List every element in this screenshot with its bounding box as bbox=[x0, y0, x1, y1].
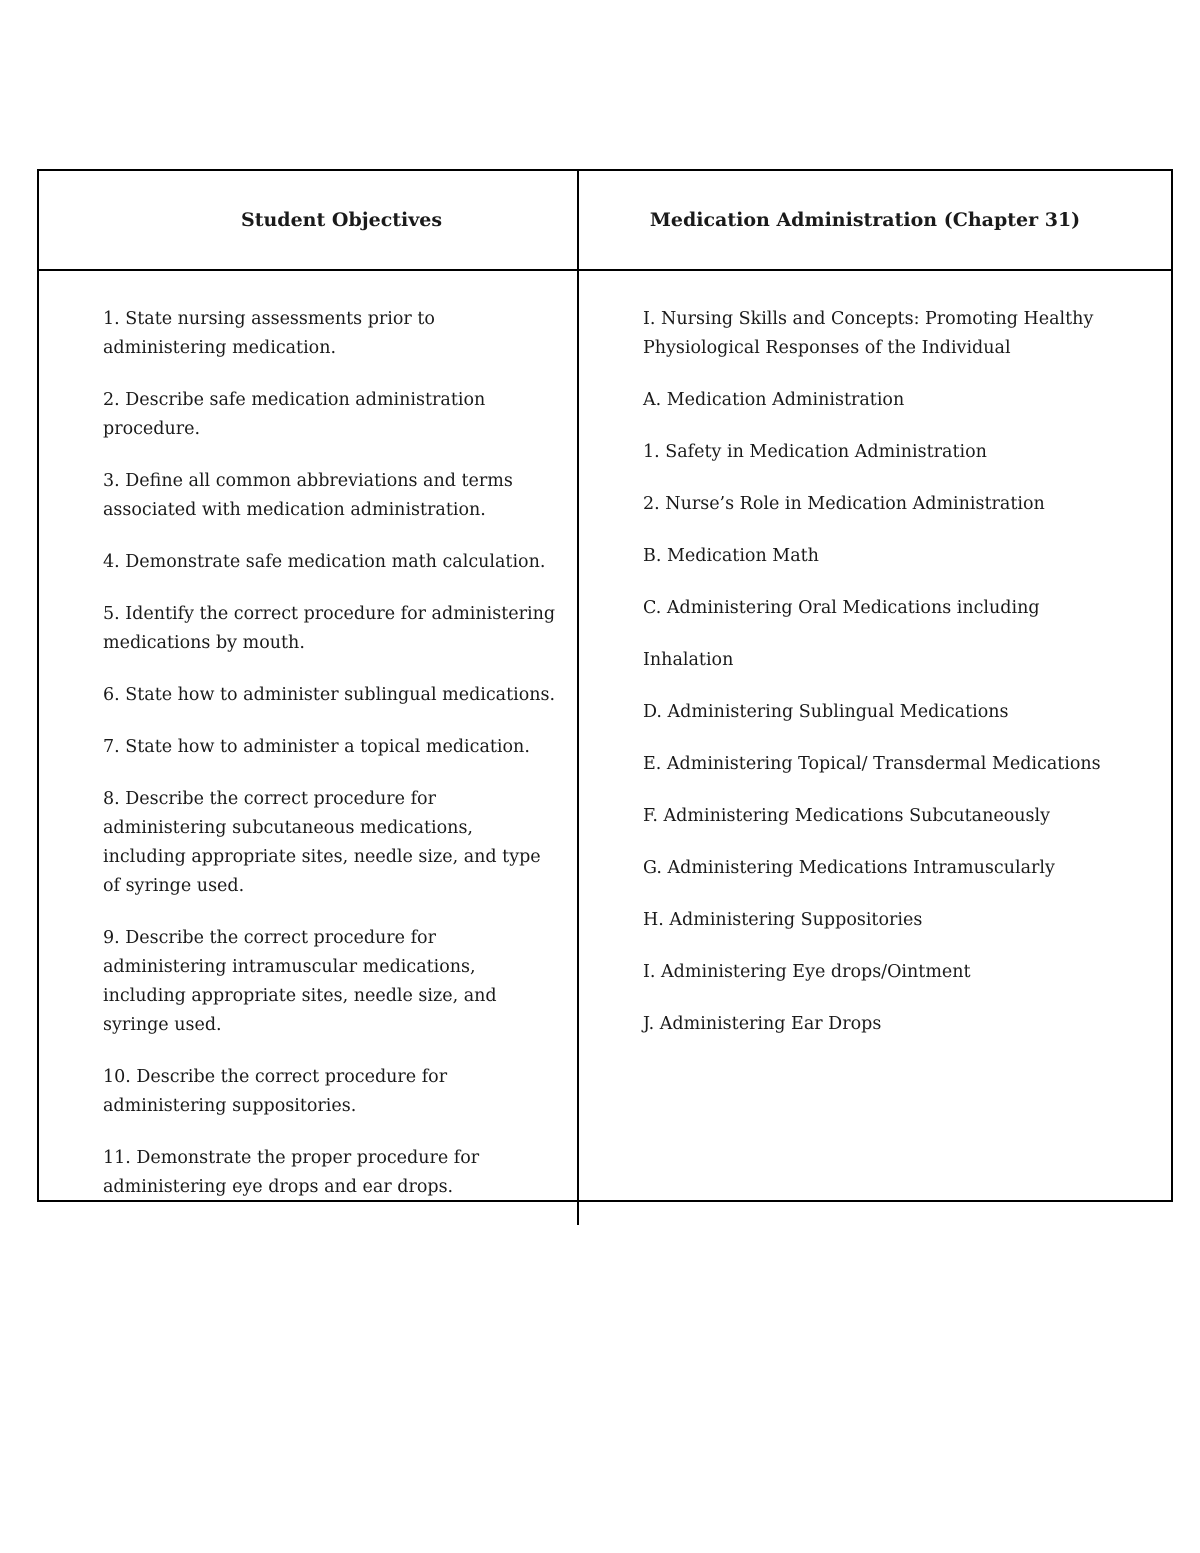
outline-item: Inhalation bbox=[643, 650, 734, 670]
header-student-objectives bbox=[39, 171, 579, 271]
outline-item: D. Administering Sublingual Medications bbox=[643, 702, 1009, 722]
outline-item: 1. Safety in Medication Administration bbox=[643, 442, 987, 462]
outline-item: F. Administering Medications Subcutaneously bbox=[643, 806, 1050, 826]
outline-item: I. Nursing Skills and Concepts: Promoting Healthy Physiological Responses of the Individual bbox=[643, 309, 1094, 358]
outline-item: A. Medication Administration bbox=[643, 390, 905, 410]
outline-item: 2. Nurse’s Role in Medication Administration bbox=[643, 494, 1045, 514]
outline-item: H. Administering Suppositories bbox=[643, 910, 923, 930]
objective-item: 9. Describe the correct procedure for administering intramuscular medications, including appropriate sites, needle size, and syringe used. bbox=[103, 928, 497, 1035]
outline-item: I. Administering Eye drops/Ointment bbox=[643, 962, 971, 982]
objectives-list bbox=[39, 271, 579, 1225]
objective-item: 11. Demonstrate the proper procedure for administering eye drops and ear drops. bbox=[103, 1148, 480, 1197]
objective-item: 6. State how to administer sublingual medications. bbox=[103, 685, 556, 705]
header-medication-administration bbox=[579, 171, 1171, 271]
objective-item: 4. Demonstrate safe medication math calculation. bbox=[103, 552, 546, 572]
objective-item: 10. Describe the correct procedure for administering suppositories. bbox=[103, 1067, 448, 1116]
objective-item: 3. Define all common abbreviations and terms associated with medication administration. bbox=[103, 471, 513, 520]
outline-item: B. Medication Math bbox=[643, 546, 819, 566]
outline-item: E. Administering Topical/ Transdermal Medications bbox=[643, 754, 1101, 774]
content-outline bbox=[579, 271, 1171, 1225]
header-student-objectives-label: Student Objectives bbox=[241, 209, 443, 231]
objective-item: 7. State how to administer a topical medication. bbox=[103, 737, 530, 757]
objectives-table bbox=[37, 169, 1173, 1202]
outline-item: J. Administering Ear Drops bbox=[643, 1014, 882, 1034]
outline-item: C. Administering Oral Medications including bbox=[643, 598, 1040, 618]
outline-item: G. Administering Medications Intramuscularly bbox=[643, 858, 1055, 878]
objective-item: 5. Identify the correct procedure for administering medications by mouth. bbox=[103, 604, 556, 653]
header-medication-administration-label: Medication Administration (Chapter 31) bbox=[649, 209, 1081, 231]
objective-item: 1. State nursing assessments prior to administering medication. bbox=[103, 309, 435, 358]
objective-item: 8. Describe the correct procedure for administering subcutaneous medications, including appropriate sites, needle size, and type of syringe used. bbox=[103, 789, 541, 896]
objective-item: 2. Describe safe medication administration procedure. bbox=[103, 390, 486, 439]
